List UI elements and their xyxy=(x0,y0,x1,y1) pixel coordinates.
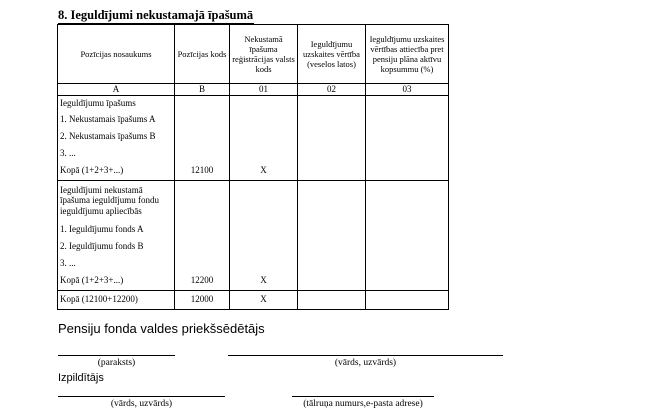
header-position-code: Pozīcijas kods xyxy=(175,25,230,84)
group2-total-label: Kopā (1+2+3+...) xyxy=(58,272,175,291)
group1-item-3: 3. ... xyxy=(58,145,175,162)
group2-heading-line1: Ieguldījumi nekustamā xyxy=(60,184,143,195)
name-caption: (vārds, uzvārds) xyxy=(334,358,397,368)
grand-total-mark: X xyxy=(230,290,298,309)
column-letter-a: A xyxy=(58,84,175,96)
header-book-value: Ieguldījumu uzskaites vērtība (veselos latos) xyxy=(298,25,366,84)
executor-name-line xyxy=(58,396,225,397)
group2-total-code: 12200 xyxy=(175,272,230,291)
group2-item-2: 2. Ieguldījumu fonds B xyxy=(58,238,175,255)
group2-item-3: 3. ... xyxy=(58,255,175,272)
header-row xyxy=(58,25,449,84)
executor-label: Izpildītājs xyxy=(58,372,104,384)
executor-name-caption: (vārds, uzvārds) xyxy=(110,399,173,409)
grand-total-code: 12000 xyxy=(175,290,230,309)
header-ratio: Ieguldījumu uzskaites vērtības attiecība pret pensiju plāna aktīvu kopsummu (%) xyxy=(366,25,449,84)
section-title: 8. Ieguldījumi nekustamajā īpašumā xyxy=(58,8,254,22)
name-line xyxy=(228,355,503,356)
group1-item-1: 1. Nekustamais īpašums A xyxy=(58,111,175,128)
header-position-name: Pozīcijas nosaukums xyxy=(58,25,175,84)
table-row xyxy=(58,95,449,111)
grand-total-label: Kopā (12100+12200) xyxy=(58,290,175,309)
signature-caption: (paraksts) xyxy=(97,358,136,368)
investments-table xyxy=(57,24,449,310)
header-country-code: Nekustamā īpašuma reģistrācijas valsts kods xyxy=(230,25,298,84)
contact-caption: (tālruņa numurs,e-pasta adrese) xyxy=(303,399,423,409)
group2-total-mark: X xyxy=(230,272,298,291)
contact-line xyxy=(292,396,434,397)
group2-heading xyxy=(58,180,175,221)
group1-total-mark: X xyxy=(230,162,298,181)
chairman-title: Pensiju fonda valdes priekšsēdētājs xyxy=(58,321,265,336)
letters-row xyxy=(58,84,449,96)
column-letter-03: 03 xyxy=(366,84,449,96)
group1-heading: Ieguldījumu īpašums xyxy=(58,95,175,111)
group1-item-2: 2. Nekustamais īpašums B xyxy=(58,128,175,145)
group2-item-1: 1. Ieguldījumu fonds A xyxy=(58,221,175,238)
group1-total-row xyxy=(58,162,449,181)
group1-total-code: 12100 xyxy=(175,162,230,181)
table-row xyxy=(58,180,449,221)
column-letter-01: 01 xyxy=(230,84,298,96)
group2-heading-line2: īpašuma ieguldījumu fondu xyxy=(60,195,159,206)
group1-total-label: Kopā (1+2+3+...) xyxy=(58,162,175,181)
group2-heading-line3: ieguldījumu apliecībās xyxy=(60,206,142,217)
group2-total-row xyxy=(58,272,449,291)
signature-line xyxy=(58,355,175,356)
column-letter-b: B xyxy=(175,84,230,96)
column-letter-02: 02 xyxy=(298,84,366,96)
grand-total-row xyxy=(58,290,449,309)
